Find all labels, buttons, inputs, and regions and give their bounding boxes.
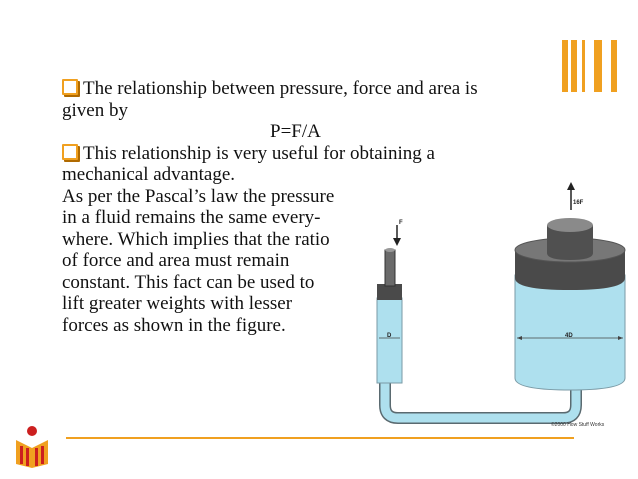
decor-bar-5: [611, 40, 617, 92]
large-force-arrowhead: [567, 182, 575, 190]
checkbox-bullet-icon: [62, 144, 78, 160]
small-diameter-label: D: [387, 333, 392, 339]
small-force-arrowhead: [393, 238, 401, 246]
formula: P=F/A: [270, 121, 321, 142]
paragraph-line: forces as shown in the figure.: [62, 314, 286, 336]
paragraph-line: where. Which implies that the ratio: [62, 228, 330, 250]
decor-bar-1: [562, 40, 568, 92]
bullet-1-continuation: given by: [62, 99, 128, 121]
bullet-1: [62, 78, 562, 100]
small-force-label: F: [399, 220, 403, 226]
bullet-2-continuation: mechanical advantage.: [62, 164, 236, 185]
bullet-2: [62, 143, 562, 165]
paragraph-line: in a fluid remains the same every-: [62, 207, 321, 228]
paragraph-line: As per the Pascal’s law the pressure: [62, 185, 335, 207]
hydraulic-press-diagram: [375, 180, 630, 430]
paragraph-line: constant. This fact can be used to: [62, 271, 315, 293]
small-cylinder-fluid: [377, 298, 402, 383]
institution-logo-icon: [12, 424, 52, 468]
bullet-1-text: The relationship between pressure, force and area is: [83, 78, 478, 99]
checkbox-bullet-icon: [62, 79, 78, 95]
footer-divider: [66, 437, 574, 439]
small-piston-rod-top: [385, 248, 395, 252]
paragraph-line: lift greater weights with lesser: [62, 293, 293, 314]
large-piston-load-top: [547, 218, 593, 232]
decor-bar-4: [594, 40, 602, 92]
large-diameter-label: 4D: [565, 333, 573, 339]
paragraph-line: of force and area must remain: [62, 250, 290, 271]
copyright-text: ©2000 How Stuff Works: [551, 422, 605, 428]
large-force-label: 16F: [573, 200, 584, 206]
bullet-2-text: This relationship is very useful for obtaining a: [83, 142, 435, 164]
decor-bar-2: [571, 40, 577, 92]
decor-bar-3: [582, 40, 585, 92]
small-piston-rod: [385, 250, 395, 286]
